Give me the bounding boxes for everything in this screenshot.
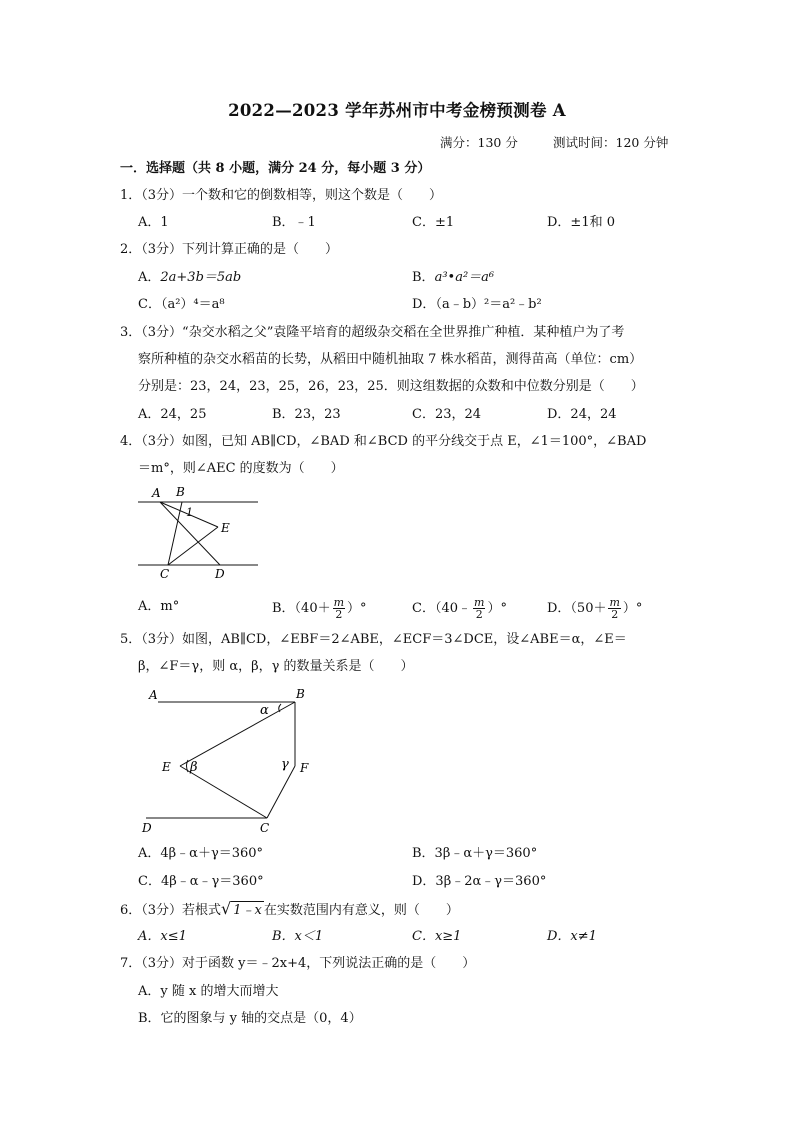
q2-option-d[interactable] <box>412 296 542 314</box>
q5-segment-fc <box>267 766 295 818</box>
q4-label-d: D <box>215 567 225 581</box>
question-4-line-1: 4．（3分）如图，已知 AB∥CD，∠BAD 和∠BCD 的平分线交于点 E，∠1＝100°，∠BAD <box>120 434 647 449</box>
q4-label-e: E <box>221 521 230 535</box>
section-heading: 一．选择题（共 8 小题，满分 24 分，每小题 3 分） <box>120 161 431 176</box>
q5-option-d[interactable]: D．3β﹣2α﹣γ＝360° <box>412 874 547 889</box>
q5-option-c[interactable]: C．4β﹣α﹣γ＝360° <box>138 874 264 889</box>
q4-label-b: B <box>176 485 185 499</box>
q3-option-c[interactable]: C．23，24 <box>412 407 482 422</box>
q1-option-d[interactable]: D．±1和 0 <box>547 215 615 230</box>
q4-option-b[interactable] <box>272 597 367 621</box>
q4-option-d[interactable] <box>547 597 642 621</box>
q2-option-a-expr: 2a+3b＝5ab <box>160 270 242 285</box>
q3-option-b[interactable]: B．23，23 <box>272 407 341 422</box>
q1-option-b[interactable]: B．﹣1 <box>272 215 316 230</box>
q6-option-c[interactable]: C．x≥1 <box>412 929 462 944</box>
q2-option-d-expr: （a﹣b）²＝a²﹣b² <box>435 297 542 312</box>
q6-option-d[interactable]: D．x≠1 <box>547 929 597 944</box>
q4-option-c-suffix: ）° <box>487 601 507 616</box>
question-3-line-2: 察所种植的杂交水稻苗的长势，从稻田中随机抽取 7 株水稻苗，测得苗高（单位：cm） <box>138 352 643 367</box>
q2-option-c-expr: （a²）⁴＝a⁸ <box>160 297 225 312</box>
q2-option-b-label: B． <box>412 270 435 285</box>
q1-option-c[interactable]: C．±1 <box>412 215 455 230</box>
q4-option-c[interactable] <box>412 597 507 621</box>
q4-option-d-suffix: ）° <box>622 601 643 616</box>
q5-option-a[interactable]: A．4β﹣α＋γ＝360° <box>138 846 264 861</box>
q3-option-d[interactable]: D．24，24 <box>547 407 617 422</box>
q5-label-gamma: γ <box>281 757 289 772</box>
q6-option-a[interactable]: A．x≤1 <box>138 929 187 944</box>
q4-label-1: 1 <box>186 506 193 519</box>
q6-option-b[interactable]: B．x＜1 <box>272 929 324 944</box>
q6-suffix: 在实数范围内有意义，则（ ） <box>263 903 459 918</box>
q5-segment-be <box>180 702 295 766</box>
q5-label-a: A <box>149 688 158 702</box>
q4-option-b-prefix: B．（40＋ <box>272 601 331 616</box>
fraction-denominator: 2 <box>611 608 619 621</box>
q4-option-d-fraction <box>608 597 620 620</box>
q4-option-c-prefix: C．（40﹣ <box>412 601 471 616</box>
q5-option-b[interactable]: B．3β﹣α＋γ＝360° <box>412 846 538 861</box>
q5-label-alpha: α <box>260 703 269 718</box>
q5-label-e: E <box>162 760 171 774</box>
question-1-stem: 1．（3分）一个数和它的倒数相等，则这个数是（ ） <box>120 188 443 203</box>
fraction-numerator: m <box>609 596 620 609</box>
question-2-stem: 2．（3分）下列计算正确的是（ ） <box>120 242 339 257</box>
q7-option-b[interactable]: B．它的图象与 y 轴的交点是（0，4） <box>138 1011 362 1026</box>
fraction-numerator: m <box>333 596 345 609</box>
radical-sign-icon: √ <box>221 899 232 918</box>
fraction-denominator: 2 <box>335 608 343 621</box>
q7-option-a[interactable]: A．y 随 x 的增大而增大 <box>138 984 279 999</box>
q4-option-b-fraction <box>333 597 345 620</box>
q5-label-b: B <box>296 687 305 701</box>
q1-option-a[interactable]: A．1 <box>138 215 169 230</box>
q2-option-d-label: D． <box>412 297 436 312</box>
question-6-stem <box>120 900 459 920</box>
question-5-line-2: β，∠F＝γ，则 α，β，γ 的数量关系是（ ） <box>138 659 414 674</box>
q5-label-c: C <box>260 821 270 835</box>
q6-prefix: 6．（3分）若根式 <box>120 903 222 918</box>
question-7-stem: 7．（3分）对于函数 y＝﹣2x+4，下列说法正确的是（ ） <box>120 956 476 971</box>
full-score: 满分：130 分 <box>440 135 518 150</box>
q5-label-f: F <box>300 761 309 775</box>
q2-option-c-label: C． <box>138 297 161 312</box>
q4-option-a[interactable]: A．m° <box>138 599 180 614</box>
q2-option-b-expr: a³•a²＝a⁶ <box>434 270 495 285</box>
q5-label-beta: β <box>190 760 198 775</box>
question-3-line-1: 3．（3分）“杂交水稻之父”袁隆平培育的超级杂交稻在全世界推广种植．某种植户为了考 <box>120 325 625 340</box>
question-5-line-1: 5．（3分）如图，AB∥CD，∠EBF＝2∠ABE，∠ECF＝3∠DCE，设∠ABE＝α，∠E＝ <box>120 632 627 647</box>
question-4-line-2: ＝m°，则∠AEC 的度数为（ ） <box>138 461 344 476</box>
q2-option-a-label: A． <box>138 270 161 285</box>
fraction-denominator: 2 <box>475 608 483 621</box>
question-3-line-3: 分别是：23，24，23，25，26，23，25．则这组数据的众数和中位数分别是（ ） <box>138 379 644 394</box>
q5-label-d: D <box>142 821 152 835</box>
q4-label-a: A <box>152 486 161 500</box>
q2-option-b[interactable] <box>412 269 494 287</box>
page-title: 2022—2023 学年苏州市中考金榜预测卷 A <box>228 101 566 120</box>
fraction-numerator: m <box>474 596 485 609</box>
test-time: 测试时间：120 分钟 <box>553 135 669 150</box>
q5-figure <box>140 684 325 836</box>
q2-option-c[interactable] <box>138 296 225 314</box>
q6-radicand: 1﹣x <box>233 903 262 918</box>
q2-option-a[interactable] <box>138 269 241 287</box>
q4-option-c-fraction <box>473 597 485 620</box>
q4-figure <box>130 484 265 584</box>
q4-label-c: C <box>160 567 170 581</box>
q4-option-b-suffix: ）° <box>347 601 367 616</box>
q3-option-a[interactable]: A．24，25 <box>138 407 207 422</box>
q4-option-d-prefix: D．（50＋ <box>547 601 607 616</box>
